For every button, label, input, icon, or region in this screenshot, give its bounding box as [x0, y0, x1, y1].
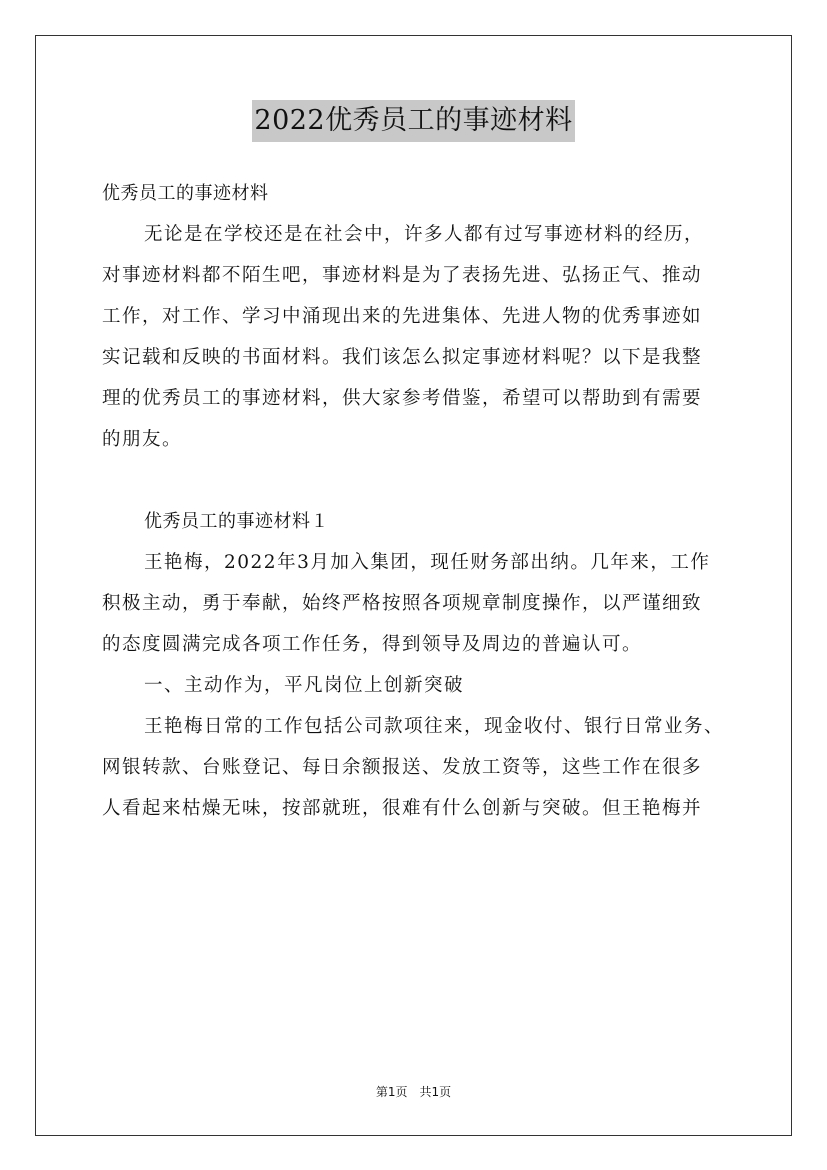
para2-line: 王艳梅日常的工作包括公司款项往来，现金收付、银行日常业务、	[144, 716, 725, 737]
para1-line: 的态度圆满完成各项工作任务，得到领导及周边的普遍认可。	[102, 634, 643, 655]
para2-line: 网银转款、台账登记、每日余额报送、发放工资等，这些工作在很多	[102, 757, 703, 778]
title-container	[0, 100, 827, 142]
document-title: 2022优秀员工的事迹材料	[252, 100, 574, 142]
intro-line: 工作，对工作、学习中涌现出来的先进集体、先进人物的优秀事迹如	[102, 306, 703, 327]
document-subtitle: 优秀员工的事迹材料	[102, 183, 269, 204]
document-body	[102, 173, 742, 829]
point-heading: 一、主动作为，平凡岗位上创新突破	[144, 675, 465, 696]
intro-line: 实记载和反映的书面材料。我们该怎么拟定事迹材料呢？以下是我整	[102, 347, 703, 368]
page-footer	[0, 1083, 827, 1100]
para2-line: 人看起来枯燥无味，按部就班，很难有什么创新与突破。但王艳梅并	[102, 798, 703, 819]
para1-line: 积极主动，勇于奉献，始终严格按照各项规章制度操作，以严谨细致	[102, 593, 703, 614]
section-heading: 优秀员工的事迹材料１	[144, 511, 329, 532]
intro-line: 无论是在学校还是在社会中，许多人都有过写事迹材料的经历，	[144, 224, 705, 245]
intro-line: 对事迹材料都不陌生吧，事迹材料是为了表扬先进、弘扬正气、推动	[102, 265, 703, 286]
para1-line: 王艳梅，2022年3月加入集团，现任财务部出纳。几年来，工作	[144, 552, 711, 573]
intro-line: 理的优秀员工的事迹材料，供大家参考借鉴，希望可以帮助到有需要	[102, 388, 703, 409]
paragraph-gap	[102, 460, 742, 501]
page-number: 第1页 共1页	[375, 1085, 452, 1099]
intro-line: 的朋友。	[102, 429, 183, 450]
